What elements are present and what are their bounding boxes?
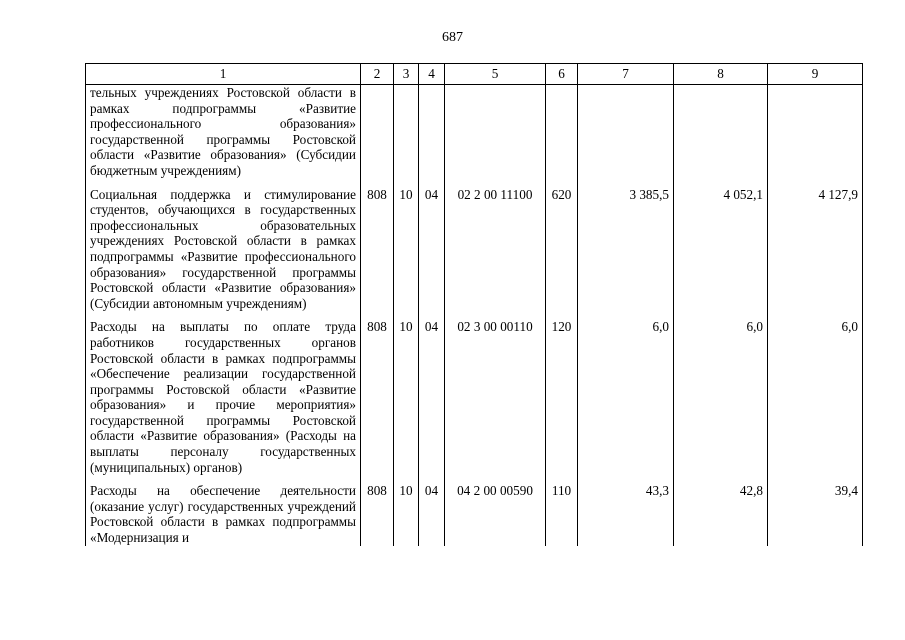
cell-ministry: 808 [361,319,394,475]
table-row [86,85,863,179]
cell-subsection [419,85,445,179]
cell-amount-1: 3 385,5 [578,187,674,312]
cell-amount-3: 6,0 [768,319,863,475]
col-header-1: 1 [86,64,361,85]
cell-amount-3: 39,4 [768,483,863,545]
cell-amount-1 [578,85,674,179]
cell-subsection: 04 [419,187,445,312]
cell-expense-type [546,85,578,179]
cell-subsection: 04 [419,483,445,545]
row-description: Социальная поддержка и стимулирование студентов, обучающихся в государственных профессиональных образовательных учреждениях Ростовской области в рамках подпрограммы «Развитие профессионального образования» государственной программы Ростовской области «Развитие образования» (Субсидии автономным учреждениям) [86,187,361,312]
row-description: тельных учреждениях Ростовской области в рамках подпрограммы «Развитие профессионального образования» государственной программы Ростовской области «Развитие образования» (Субсидии бюджетным учреждениям) [86,85,361,179]
cell-amount-2 [674,85,768,179]
table-row [86,319,863,475]
cell-target-article: 02 2 00 11100 [445,187,546,312]
col-header-7: 7 [578,64,674,85]
cell-section: 10 [394,187,419,312]
cell-expense-type: 620 [546,187,578,312]
cell-amount-3: 4 127,9 [768,187,863,312]
cell-expense-type: 110 [546,483,578,545]
budget-table [85,63,863,546]
cell-ministry: 808 [361,187,394,312]
cell-section: 10 [394,483,419,545]
cell-amount-3 [768,85,863,179]
col-header-2: 2 [361,64,394,85]
row-description: Расходы на выплаты по оплате труда работников государственных органов Ростовской области в рамках подпрограммы «Обеспечение реализации государственной программы Ростовской области «Развитие образования» и прочие мероприятия» государственной программы Ростовской области «Развитие образования» (Расходы на выплаты персоналу государственных (муниципальных) органов) [86,319,361,475]
row-gap [86,311,863,319]
cell-target-article: 02 3 00 00110 [445,319,546,475]
cell-amount-2: 6,0 [674,319,768,475]
cell-amount-2: 4 052,1 [674,187,768,312]
row-gap [86,179,863,187]
cell-ministry: 808 [361,483,394,545]
cell-amount-2: 42,8 [674,483,768,545]
col-header-4: 4 [419,64,445,85]
col-header-6: 6 [546,64,578,85]
row-description: Расходы на обеспечение деятельности (оказание услуг) государственных учреждений Ростовской области в рамках подпрограммы «Модернизация и [86,483,361,545]
page-number: 687 [442,30,463,45]
header-row [86,64,863,85]
cell-target-article [445,85,546,179]
cell-amount-1: 43,3 [578,483,674,545]
cell-expense-type: 120 [546,319,578,475]
table-row [86,483,863,545]
cell-target-article: 04 2 00 00590 [445,483,546,545]
cell-section [394,85,419,179]
row-gap [86,475,863,483]
col-header-3: 3 [394,64,419,85]
col-header-5: 5 [445,64,546,85]
cell-subsection: 04 [419,319,445,475]
cell-amount-1: 6,0 [578,319,674,475]
col-header-8: 8 [674,64,768,85]
cell-section: 10 [394,319,419,475]
cell-ministry [361,85,394,179]
table-row [86,187,863,312]
col-header-9: 9 [768,64,863,85]
